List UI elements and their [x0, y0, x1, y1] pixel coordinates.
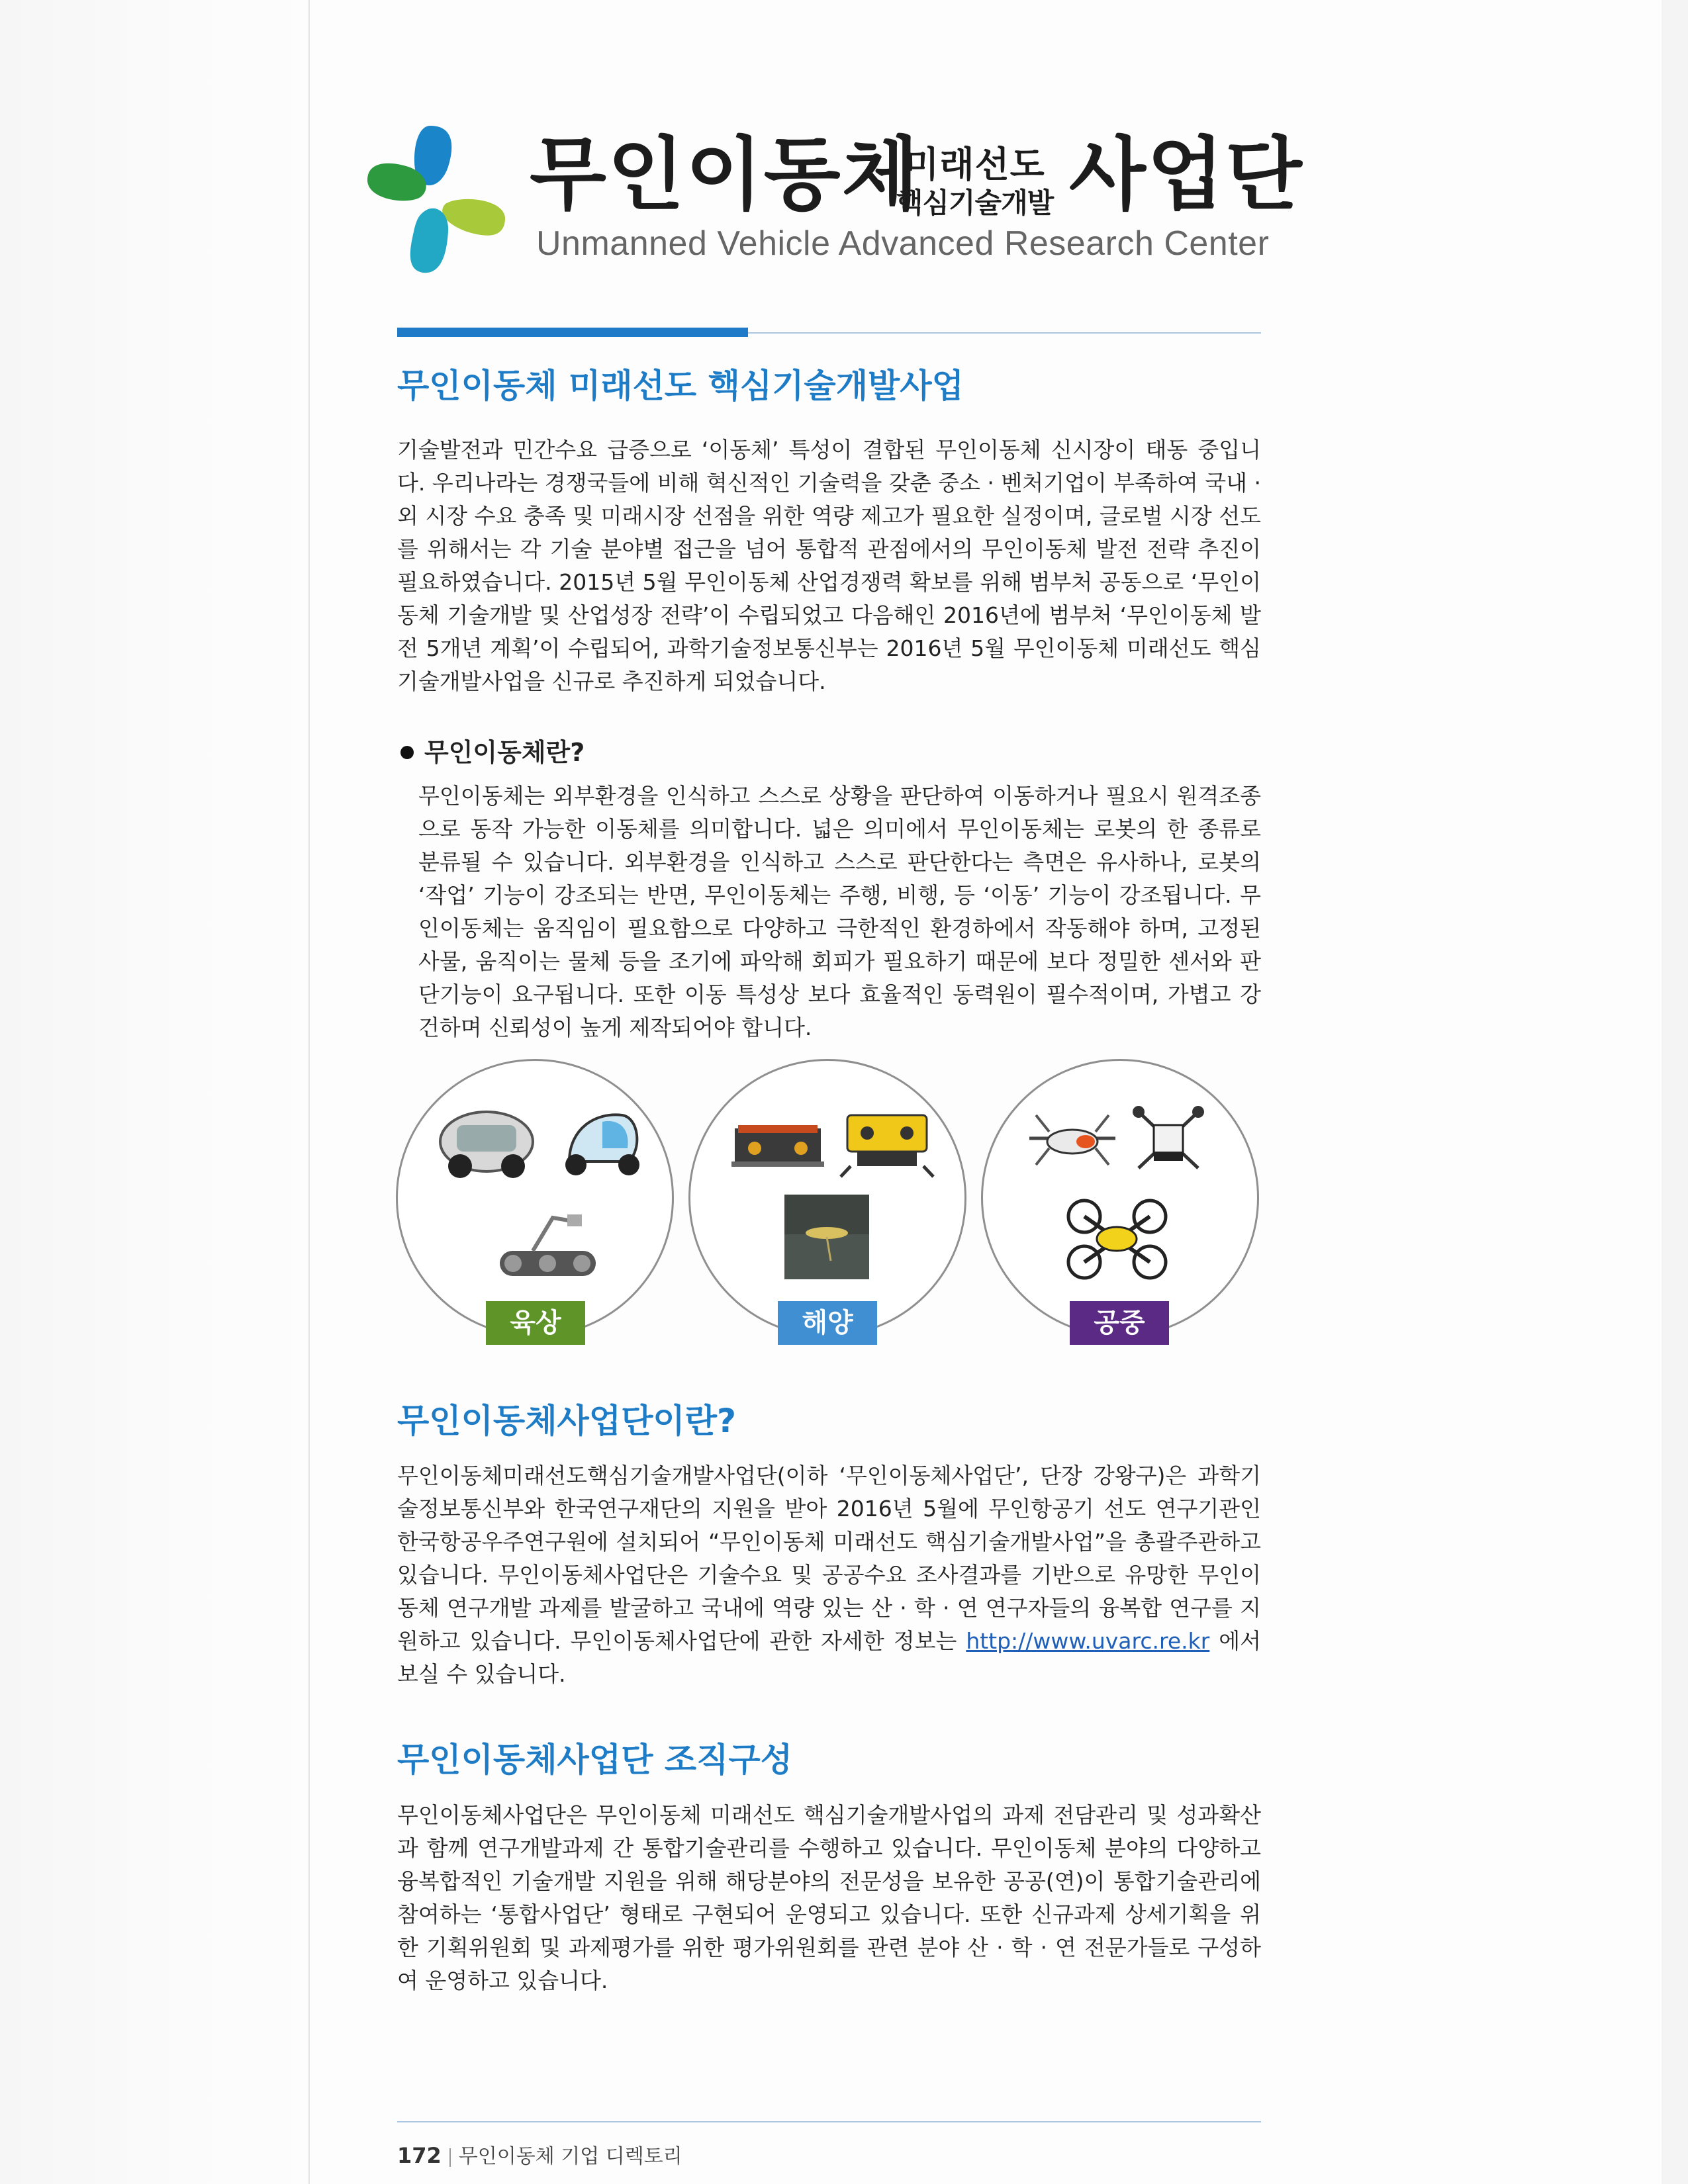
- land-vehicle-pod-icon: [556, 1109, 645, 1178]
- sea-vehicle-underwater-photo-icon: [784, 1195, 869, 1279]
- air-vehicle-vtol-drone-icon: [1023, 1102, 1122, 1175]
- title-small-top: 미래선도: [904, 144, 1045, 185]
- title-end: 사업단: [1069, 129, 1303, 221]
- subtitle-english: Unmanned Vehicle Advanced Research Center: [536, 224, 1270, 263]
- air-vehicle-yellow-drone-icon: [1066, 1198, 1168, 1281]
- footer-text: 무인이동체 기업 디렉토리: [458, 2145, 682, 2168]
- section2-text-after-link: 에서 보실 수 있습니다.: [397, 1628, 1262, 1687]
- section2-heading: 무인이동체사업단이란?: [397, 1402, 737, 1440]
- website-link[interactable]: http://www.uvarc.re.kr: [966, 1628, 1210, 1654]
- land-vehicle-car-icon: [437, 1105, 536, 1181]
- land-vehicle-tracked-robot-icon: [493, 1205, 602, 1284]
- subheading-what-is: [400, 732, 585, 768]
- section2-paragraph: [397, 1459, 1261, 1691]
- uvarc-logo-icon: [367, 126, 506, 275]
- section2-text-before-link: 무인이동체미래선도핵심기술개발사업단(이하 ‘무인이동체사업단’, 단장 강왕구)은 과학기술정보통신부와 한국연구재단의 지원을 받아 2016년 5월에 무인항공기 선도 연구기관인 한국항공우주연구원에 설치되어 “무인이동체 미래선도 핵심기술개발사업”을 총괄주관하고 있습니다. 무인이동체사업단은 기술수요 및 공공수요 조사결과를 기반으로 유망한 무인이동체 연구개발 과제를 발굴하고 국내에 역량 있는 산 · 학 · 연 연구자들의 융복합 연구를 지원하고 있습니다. 무인이동체사업단에 관한 자세한 정보는: [397, 1463, 1261, 1654]
- binding-fold: [308, 0, 310, 2184]
- category-label-air: 공중: [1070, 1301, 1169, 1345]
- footer-separator: [449, 2148, 451, 2167]
- subheading-text: 무인이동체란?: [424, 738, 585, 767]
- page-edge: [1662, 0, 1688, 2184]
- title-small-bottom: 핵심기술개발: [896, 187, 1054, 219]
- page-number: 172: [397, 2143, 442, 2168]
- title-small: [890, 144, 1059, 219]
- footer-divider: [397, 2121, 1261, 2122]
- category-label-land: 육상: [486, 1301, 585, 1345]
- page-gutter: [0, 0, 311, 2184]
- sea-vehicle-rov-icon: [728, 1112, 827, 1175]
- section1-heading: 무인이동체 미래선도 핵심기술개발사업: [397, 367, 964, 405]
- air-vehicle-quadcopter-icon: [1129, 1102, 1208, 1178]
- bullet-icon: [400, 746, 414, 759]
- category-label-sea: 해양: [778, 1301, 877, 1345]
- divider-accent: [397, 328, 748, 337]
- section1-subparagraph: 무인이동체는 외부환경을 인식하고 스스로 상황을 판단하여 이동하거나 필요시 원격조종으로 동작 가능한 이동체를 의미합니다. 넓은 의미에서 무인이동체는 로봇의 한 종류로 분류될 수 있습니다. 외부환경을 인식하고 스스로 판단한다는 측면은 유사하나, 로봇의 ‘작업’ 기능이 강조되는 반면, 무인이동체는 주행, 비행, 등 ‘이동’ 기능이 강조됩니다. 무인이동체는 움직임이 필요함으로 다양하고 극한적인 환경하에서 작동해야 하며, 고정된 사물, 움직이는 물체 등을 조기에 파악해 회피가 필요하기 때문에 보다 정밀한 센서와 판단기능이 요구됩니다. 또한 이동 특성상 보다 효율적인 동력원이 필수적이며, 가볍고 강건하며 신뢰성이 높게 제작되어야 합니다.: [418, 783, 1261, 1040]
- title-main: 무인이동체: [530, 129, 920, 221]
- sea-vehicle-yellow-rov-icon: [837, 1105, 937, 1178]
- footer: [397, 2140, 682, 2169]
- section3-paragraph: 무인이동체사업단은 무인이동체 미래선도 핵심기술개발사업의 과제 전담관리 및 성과확산과 함께 연구개발과제 간 통합기술관리를 수행하고 있습니다. 무인이동체 분야의 다양하고 융복합적인 기술개발 지원을 위해 해당분야의 전문성을 보유한 공공(연)이 통합기술관리에 참여하는 ‘통합사업단’ 형태로 구현되어 운영되고 있습니다. 또한 신규과제 상세기획을 위한 기획위원회 및 과제평가를 위한 평가위원회를 관련 분야 산 · 학 · 연 전문가들로 구성하여 운영하고 있습니다.: [397, 1802, 1261, 1993]
- circle-land: [396, 1059, 674, 1337]
- section3-heading: 무인이동체사업단 조직구성: [397, 1741, 793, 1779]
- section1-paragraph: 기술발전과 민간수요 급증으로 ‘이동체’ 특성이 결합된 무인이동체 신시장이 태동 중입니다. 우리나라는 경쟁국들에 비해 혁신적인 기술력을 갖춘 중소 · 벤처기업이 부족하여 국내 · 외 시장 수요 충족 및 미래시장 선점을 위한 역량 제고가 필요한 실정이며, 글로벌 시장 선도를 위해서는 각 기술 분야별 접근을 넘어 통합적 관점에서의 무인이동체 발전 전략 추진이 필요하였습니다. 2015년 5월 무인이동체 산업경쟁력 확보를 위해 범부처 공동으로 ‘무인이동체 기술개발 및 산업성장 전략’이 수립되었고 다음해인 2016년에 범부처 ‘무인이동체 발전 5개년 계획’이 수립되어, 과학기술정보통신부는 2016년 5월 무인이동체 미래선도 핵심기술개발사업을 신규로 추진하게 되었습니다.: [397, 437, 1261, 694]
